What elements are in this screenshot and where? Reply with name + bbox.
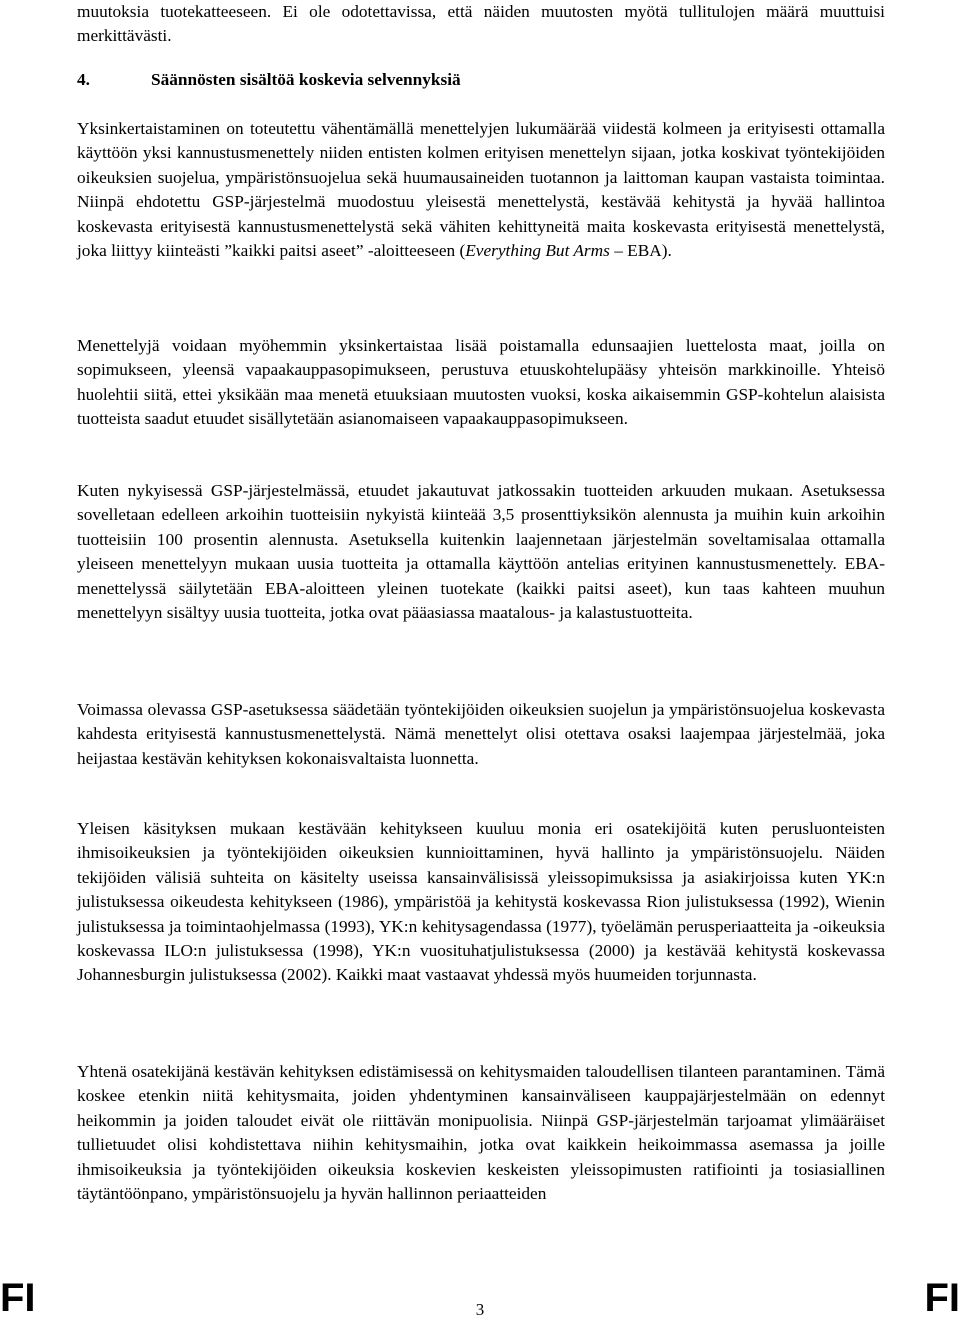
section-number: 4.: [77, 70, 90, 89]
footer-page-number: 3: [475, 1300, 485, 1319]
continued-paragraph: muutoksia tuotekatteeseen. Ei ole odotettavissa, että näiden muutosten myötä tullitulojen määrä muuttuisi merkittävästi.: [77, 2, 885, 46]
paragraph-1-italic: Everything But Arms: [465, 241, 610, 261]
footer-language-right: FI: [924, 1276, 960, 1320]
section-heading: [77, 68, 461, 92]
paragraph-4: Voimassa olevassa GSP-asetuksessa säädetään työntekijöiden oikeuksien suojelun ja ympäristönsuojelua koskevasta kahdesta erityisestä kannustusmenettelystä. Nämä menettelyt olisi otettava osaksi laajempaa järjestelmää, joka heijastaa kestävän kehityksen kokonaisvaltaista luonnetta.: [77, 700, 885, 768]
paragraph-5: Yleisen käsityksen mukaan kestävään kehitykseen kuuluu monia eri osatekijöitä kuten perusluonteisten ihmisoikeuksien ja työntekijöiden oikeuksien kunnioittaminen, hyvä hallinto ja ympäristönsuojelu. Näiden tekijöiden välisiä suhteita on käsitelty useissa kansainvälisissä yleissopimuksissa ja asiakirjoissa kuten YK:n julistuksessa oikeudesta kehitykseen (1986), ympäristöä ja kehitystä koskevassa Rion julistuksessa (1992), Wienin julistuksessa ja toimintaohjelmassa (1993), YK:n kehitysagendassa (1977), työelämän perusperiaatteita ja -oikeuksia koskevassa ILO:n julistuksessa (1998), YK:n vuosituhatjulistuksessa (2000) ja kestävää kehitystä koskevassa Johannesburgin julistuksessa (2002). Kaikki maat vastaavat yhdessä myös huumeiden torjunnasta.: [77, 819, 885, 985]
paragraph-1-body: Niinpä ehdotettu GSP-järjestelmä muodostuu yleisestä menettelystä, kestävää kehitystä ja hyvää hallintoa koskevasta erityisestä kannustusmenettelystä sekä vähiten kehittyneitä maita koskevasta erityisestä menettelystä, joka liittyy kiinteästi ”kaikki paitsi aseet” -aloitteeseen (: [77, 192, 885, 261]
section-title: Säännösten sisältöä koskevia selvennyksiä: [151, 70, 461, 89]
paragraph-1-lead: Yksinkertaistaminen on toteutettu vähentämällä menettelyjen lukumäärää viidestä kolmeen ja erityisesti ottamalla käyttöön yksi kannustusmenettely niiden entisten kolmen erityisen menettelyn sijaan, jotka koskivat työntekijöiden oikeuksien suojelua, ympäristönsuojelua sekä huumausaineiden tuotannon ja laittoman kaupan vastaista toimintaa.: [77, 119, 885, 187]
paragraph-3: Kuten nykyisessä GSP-järjestelmässä, etuudet jakautuvat jatkossakin tuotteiden arkuuden mukaan. Asetuksessa sovelletaan edelleen arkoihin tuotteisiin nykyistä kiinteää 3,5 prosenttiyksikön alennusta ja muihin kuin arkoihin tuotteisiin 100 prosentin alennusta. Asetuksella kuitenkin laajennetaan järjestelmän soveltamisalaa ottamalla yleiseen menettelyyn mukaan uusia tuotteita ja ottamalla käyttöön antelias erityinen kannustusmenettely. EBA-menettelyssä säilytetään EBA-aloitteen yleinen tuotekate (kaikki paitsi aseet), kun taas kahteen muuhun menettelyyn sisältyy uusia tuotteita, jotka ovat pääasiassa maatalous- ja kalastustuotteita.: [77, 481, 885, 623]
paragraph-1-end: – EBA).: [609, 241, 672, 261]
paragraph-2: Menettelyjä voidaan myöhemmin yksinkertaistaa lisää poistamalla edunsaajien luettelosta maat, joilla on sopimukseen, yleensä vapaakauppasopimukseen, perustuva etuuskohtelupääsy yhteisön markkinoille. Yhteisö huolehtii siitä, ettei yksikään maa menetä etuuksiaan muutosten vuoksi, koska aikaisemmin GSP-kohtelun alaisista tuotteista saadut etuudet sisällytetään asianomaiseen vapaakauppasopimukseen.: [77, 336, 885, 429]
paragraph-6: Yhtenä osatekijänä kestävän kehityksen edistämisessä on kehitysmaiden taloudellisen tilanteen parantaminen. Tämä koskee etenkin niitä kehitysmaita, joiden yhdentyminen kansainväliseen kauppajärjestelmään on edennyt heikommin ja joiden taloudet eivät ole riittävän monipuolisia. Niinpä GSP-järjestelmän tarjoamat ylimääräiset tullietuudet olisi kohdistettava niihin kehitysmaihin, jotka ovat kaikkein heikoimmassa asemassa ja joille ihmisoikeuksia ja työntekijöiden oikeuksia koskevien keskeisten yleissopimusten ratifiointi ja tosiasiallinen täytäntöönpano, ympäristönsuojelu ja hyvän hallinnon periaatteiden: [77, 1062, 885, 1204]
paragraph-1: [77, 117, 885, 263]
footer-language-left: FI: [0, 1276, 36, 1320]
